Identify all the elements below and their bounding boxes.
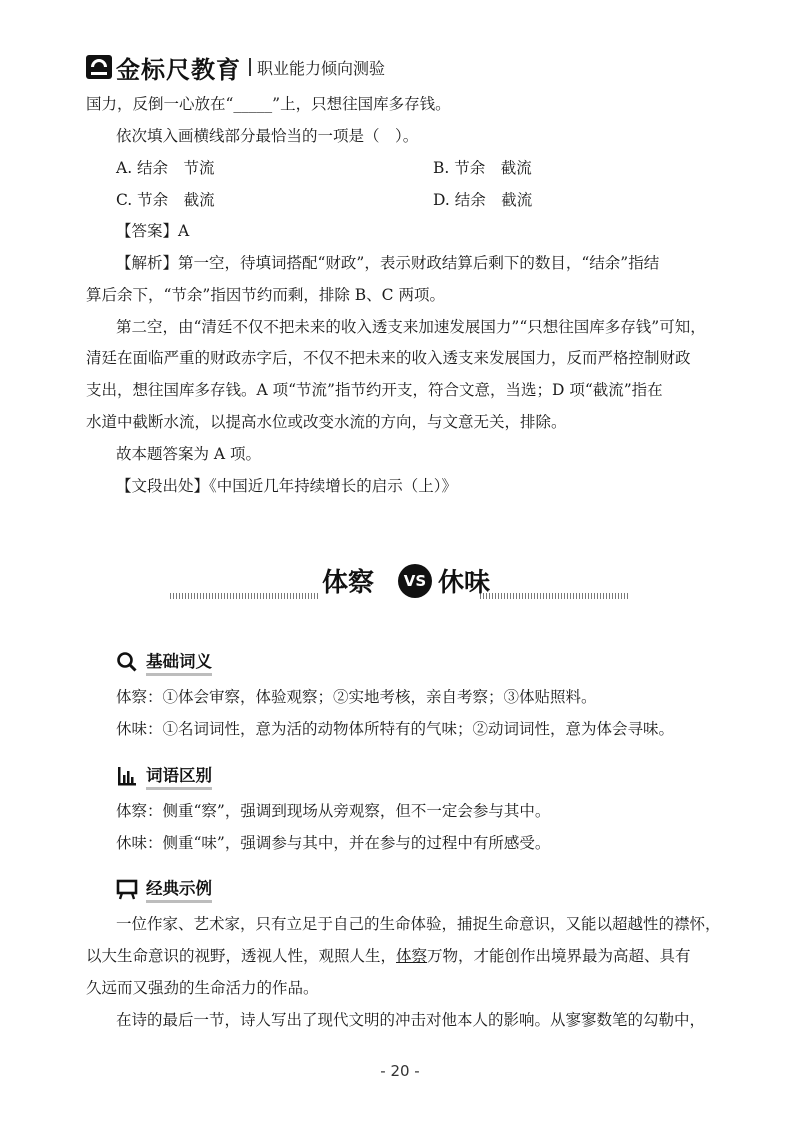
section-label: 基础词义 (146, 648, 212, 676)
example-line: 一位作家、艺术家，只有立足于自己的生命体验，捕捉生命意识，又能以超越性的襟怀， (116, 915, 721, 933)
section-title-example (116, 877, 212, 901)
analysis-line: 算后余下，“节余”指因节约而剩，排除 B、C 两项。 (86, 286, 445, 304)
example-line: 久远而又强劲的生命活力的作品。 (86, 979, 319, 997)
bar-chart-icon (116, 765, 138, 787)
analysis-line: 【解析】第一空，待填词搭配“财政”，表示财政结算后剩下的数目，“结余”指结 (116, 254, 660, 272)
example-line (86, 945, 691, 967)
analysis-line: 支出，想往国库多存钱。A 项“节流”指节约开支，符合文意，当选；D 项“截流”指在 (86, 381, 663, 399)
answer-line: 【答案】A (116, 222, 190, 240)
difference-line: 体察：侧重“察”，强调到现场从旁观察，但不一定会参与其中。 (116, 802, 551, 820)
option-a: A. 结余 节流 (116, 159, 215, 177)
banner-word-left: 体察 (322, 568, 375, 598)
presentation-board-icon (116, 878, 138, 900)
banner-rule-right (480, 593, 630, 599)
brand-name: 金标尺教育 (116, 55, 241, 84)
page-number: - 20 - (380, 1062, 420, 1080)
highlighted-term: 体察 (396, 947, 428, 965)
section-title-basic (116, 650, 212, 674)
question-text-line: 国力，反倒一心放在“_____”上，只想往国库多存钱。 (86, 95, 451, 113)
section-label: 词语区别 (146, 762, 212, 790)
option-b: B. 节余 截流 (433, 159, 532, 177)
analysis-line: 第二空，由“清廷不仅不把未来的收入透支来加速发展国力”“只想往国库多存钱”可知， (116, 318, 706, 336)
example-line: 在诗的最后一节，诗人写出了现代文明的冲击对他本人的影响。从寥寥数笔的勾勒中， (116, 1011, 706, 1029)
question-prompt: 依次填入画横线部分最恰当的一项是（ ）。 (116, 127, 419, 145)
brand-logo-icon (86, 55, 112, 79)
option-d: D. 结余 截流 (433, 191, 533, 209)
section-label: 经典示例 (146, 875, 212, 903)
banner-rule-left (170, 593, 320, 599)
comparison-banner (170, 558, 630, 608)
analysis-line: 水道中截断水流，以提高水位或改变水流的方向，与文意无关，排除。 (86, 413, 567, 431)
banner-word-right: 休味 (438, 568, 491, 598)
header-divider (249, 58, 251, 76)
example-text: 以大生命意识的视野，透视人性，观照人生， (86, 947, 397, 965)
conclusion-line: 故本题答案为 A 项。 (116, 445, 262, 463)
section-title-difference (116, 764, 212, 788)
page-header (86, 52, 385, 82)
source-line: 【文段出处】《中国近几年持续增长的启示（上）》 (116, 477, 458, 495)
search-icon (116, 651, 138, 673)
difference-line: 休味：侧重“味”，强调参与其中，并在参与的过程中有所感受。 (116, 834, 551, 852)
example-text: 万物，才能创作出境界最为高超、具有 (427, 947, 691, 965)
vs-badge-icon: VS (398, 564, 432, 598)
definition-line: 休味：①名词词性，意为活的动物体所特有的气味；②动词词性，意为体会寻味。 (116, 720, 675, 738)
definition-line: 体察：①体会审察，体验观察；②实地考核，亲自考察；③体贴照料。 (116, 688, 597, 706)
analysis-line: 清廷在面临严重的财政赤字后，不仅不把未来的收入透支来发展国力，反而严格控制财政 (86, 349, 691, 367)
header-subtitle: 职业能力倾向测验 (257, 58, 386, 78)
option-c: C. 节余 截流 (116, 191, 215, 209)
